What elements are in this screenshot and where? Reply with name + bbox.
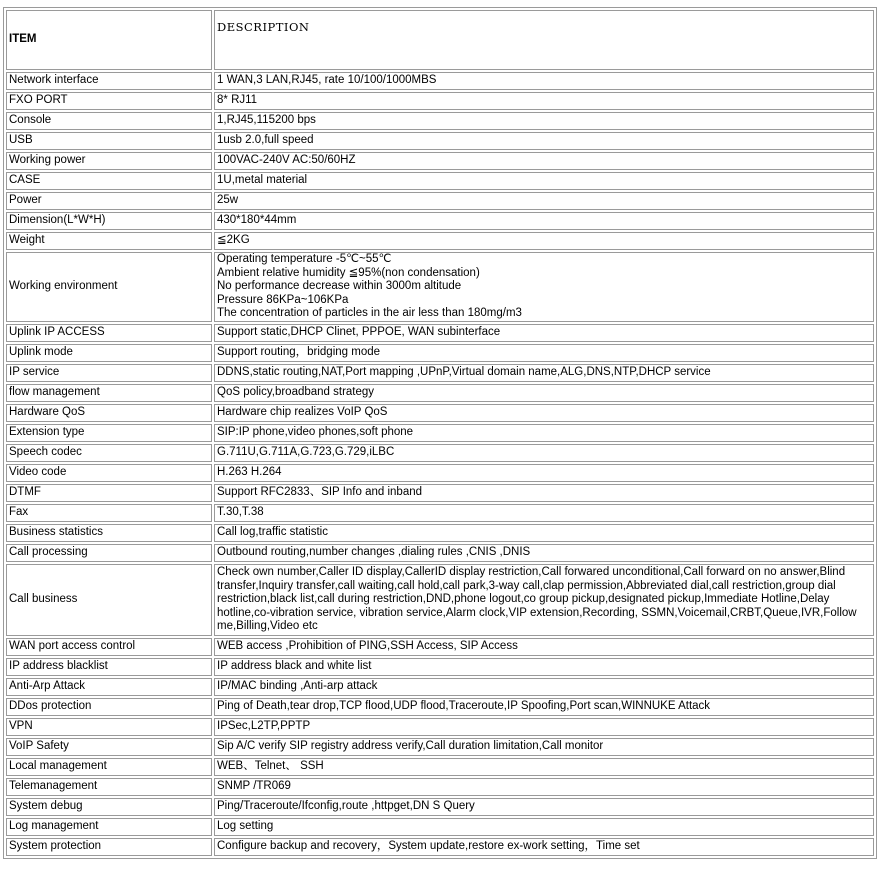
table-row	[6, 212, 874, 230]
description-line: The concentration of particles in the air less than 180mg/m3	[217, 307, 522, 320]
description-line: No performance decrease within 3000m altitude	[217, 280, 462, 293]
description-cell: H.263 H.264	[214, 464, 874, 482]
table-row	[6, 698, 874, 716]
item-cell: VPN	[6, 718, 212, 736]
table-row	[6, 112, 874, 130]
description-cell: Sip A/C verify SIP registry address verify,Call duration limitation,Call monitor	[214, 738, 874, 756]
spec-table-body	[6, 10, 874, 856]
item-cell: Call processing	[6, 544, 212, 562]
description-cell: Support RFC2833、SIP Info and inband	[214, 484, 874, 502]
item-cell: Weight	[6, 232, 212, 250]
description-cell: IP address black and white list	[214, 658, 874, 676]
description-cell: 1usb 2.0,full speed	[214, 132, 874, 150]
item-cell: Business statistics	[6, 524, 212, 542]
item-cell: Working power	[6, 152, 212, 170]
item-cell: FXO PORT	[6, 92, 212, 110]
table-row	[6, 658, 874, 676]
table-row	[6, 678, 874, 696]
item-cell: Power	[6, 192, 212, 210]
spec-table-container	[3, 7, 877, 859]
spec-table	[3, 7, 877, 859]
item-cell: WAN port access control	[6, 638, 212, 656]
description-cell: IP/MAC binding ,Anti-arp attack	[214, 678, 874, 696]
table-row	[6, 638, 874, 656]
item-cell: Log management	[6, 818, 212, 836]
description-cell: WEB、Telnet、 SSH	[214, 758, 874, 776]
table-row	[6, 544, 874, 562]
table-row	[6, 132, 874, 150]
item-cell: CASE	[6, 172, 212, 190]
item-cell: Local management	[6, 758, 212, 776]
item-cell: System debug	[6, 798, 212, 816]
header-description-cell: DESCRIPTION	[214, 10, 874, 70]
table-row	[6, 324, 874, 342]
description-cell: QoS policy,broadband strategy	[214, 384, 874, 402]
item-cell: Uplink mode	[6, 344, 212, 362]
description-cell: G.711U,G.711A,G.723,G.729,iLBC	[214, 444, 874, 462]
description-cell: IPSec,L2TP,PPTP	[214, 718, 874, 736]
table-row	[6, 444, 874, 462]
item-cell: IP address blacklist	[6, 658, 212, 676]
item-cell: Uplink IP ACCESS	[6, 324, 212, 342]
table-header-row	[6, 10, 874, 70]
table-row	[6, 384, 874, 402]
description-cell: Check own number,Caller ID display,CallerID display restriction,Call forwared unconditional,Call forward on no answer,Blind transfer,Inquiry transfer,call waiting,call hold,call park,3-way call,clap permission,Abbreviated dial,call restriction,group dial restriction,black list,call during restriction,DND,phone logout,co group pickup,designated pickup,Immediate Hotline,Delay hotline,co-vibration service, vibration service,Alarm clock,VIP extension,Recording, SSMN,Voicemail,CRBT,Queue,IVR,Follow me,Billing,Video etc	[214, 564, 874, 636]
description-line: Operating temperature -5℃~55℃	[217, 253, 392, 266]
table-row	[6, 424, 874, 442]
item-cell: Dimension(L*W*H)	[6, 212, 212, 230]
description-cell: ≦2KG	[214, 232, 874, 250]
description-cell: Support static,DHCP Clinet, PPPOE, WAN subinterface	[214, 324, 874, 342]
table-row	[6, 92, 874, 110]
table-row	[6, 778, 874, 796]
description-cell	[214, 252, 874, 322]
description-cell: Support routing，bridging mode	[214, 344, 874, 362]
description-cell: 100VAC-240V AC:50/60HZ	[214, 152, 874, 170]
item-cell: Call business	[6, 564, 212, 636]
table-row	[6, 344, 874, 362]
description-cell: T.30,T.38	[214, 504, 874, 522]
table-row	[6, 232, 874, 250]
table-row	[6, 564, 874, 636]
table-row	[6, 504, 874, 522]
item-cell: Video code	[6, 464, 212, 482]
item-cell: Telemanagement	[6, 778, 212, 796]
description-cell: DDNS,static routing,NAT,Port mapping ,UPnP,Virtual domain name,ALG,DNS,NTP,DHCP service	[214, 364, 874, 382]
item-cell: Console	[6, 112, 212, 130]
item-cell: Network interface	[6, 72, 212, 90]
table-row	[6, 758, 874, 776]
description-cell: Call log,traffic statistic	[214, 524, 874, 542]
description-cell: 1,RJ45,115200 bps	[214, 112, 874, 130]
description-cell: 1 WAN,3 LAN,RJ45, rate 10/100/1000MBS	[214, 72, 874, 90]
description-cell: Outbound routing,number changes ,dialing rules ,CNIS ,DNIS	[214, 544, 874, 562]
item-cell: DTMF	[6, 484, 212, 502]
table-row	[6, 252, 874, 322]
item-cell: Anti-Arp Attack	[6, 678, 212, 696]
item-cell: System protection	[6, 838, 212, 856]
description-line: Pressure 86KPa~106KPa	[217, 293, 349, 306]
table-row	[6, 464, 874, 482]
table-row	[6, 798, 874, 816]
item-cell: IP service	[6, 364, 212, 382]
header-item-cell: ITEM	[6, 10, 212, 70]
table-row	[6, 72, 874, 90]
item-cell: Extension type	[6, 424, 212, 442]
table-row	[6, 364, 874, 382]
description-cell: Configure backup and recovery，System update,restore ex-work setting，Time set	[214, 838, 874, 856]
item-cell: DDos protection	[6, 698, 212, 716]
item-cell: Speech codec	[6, 444, 212, 462]
description-cell: SIP:IP phone,video phones,soft phone	[214, 424, 874, 442]
table-row	[6, 524, 874, 542]
table-row	[6, 484, 874, 502]
item-cell: Fax	[6, 504, 212, 522]
table-row	[6, 718, 874, 736]
table-row	[6, 818, 874, 836]
description-cell: 1U,metal material	[214, 172, 874, 190]
description-line: Ambient relative humidity ≦95%(non condensation)	[217, 266, 480, 279]
table-row	[6, 172, 874, 190]
description-cell: Log setting	[214, 818, 874, 836]
table-row	[6, 152, 874, 170]
description-cell: WEB access ,Prohibition of PING,SSH Access, SIP Access	[214, 638, 874, 656]
item-cell: Working environment	[6, 252, 212, 322]
description-cell: SNMP /TR069	[214, 778, 874, 796]
table-row	[6, 192, 874, 210]
item-cell: VoIP Safety	[6, 738, 212, 756]
table-row	[6, 738, 874, 756]
table-row	[6, 404, 874, 422]
description-cell: Hardware chip realizes VoIP QoS	[214, 404, 874, 422]
item-cell: USB	[6, 132, 212, 150]
description-cell: 25w	[214, 192, 874, 210]
description-cell: 8* RJ11	[214, 92, 874, 110]
description-cell: 430*180*44mm	[214, 212, 874, 230]
description-cell: Ping of Death,tear drop,TCP flood,UDP flood,Traceroute,IP Spoofing,Port scan,WINNUKE Attack	[214, 698, 874, 716]
table-row	[6, 838, 874, 856]
item-cell: Hardware QoS	[6, 404, 212, 422]
item-cell: flow management	[6, 384, 212, 402]
description-cell: Ping/Traceroute/Ifconfig,route ,httpget,DN S Query	[214, 798, 874, 816]
